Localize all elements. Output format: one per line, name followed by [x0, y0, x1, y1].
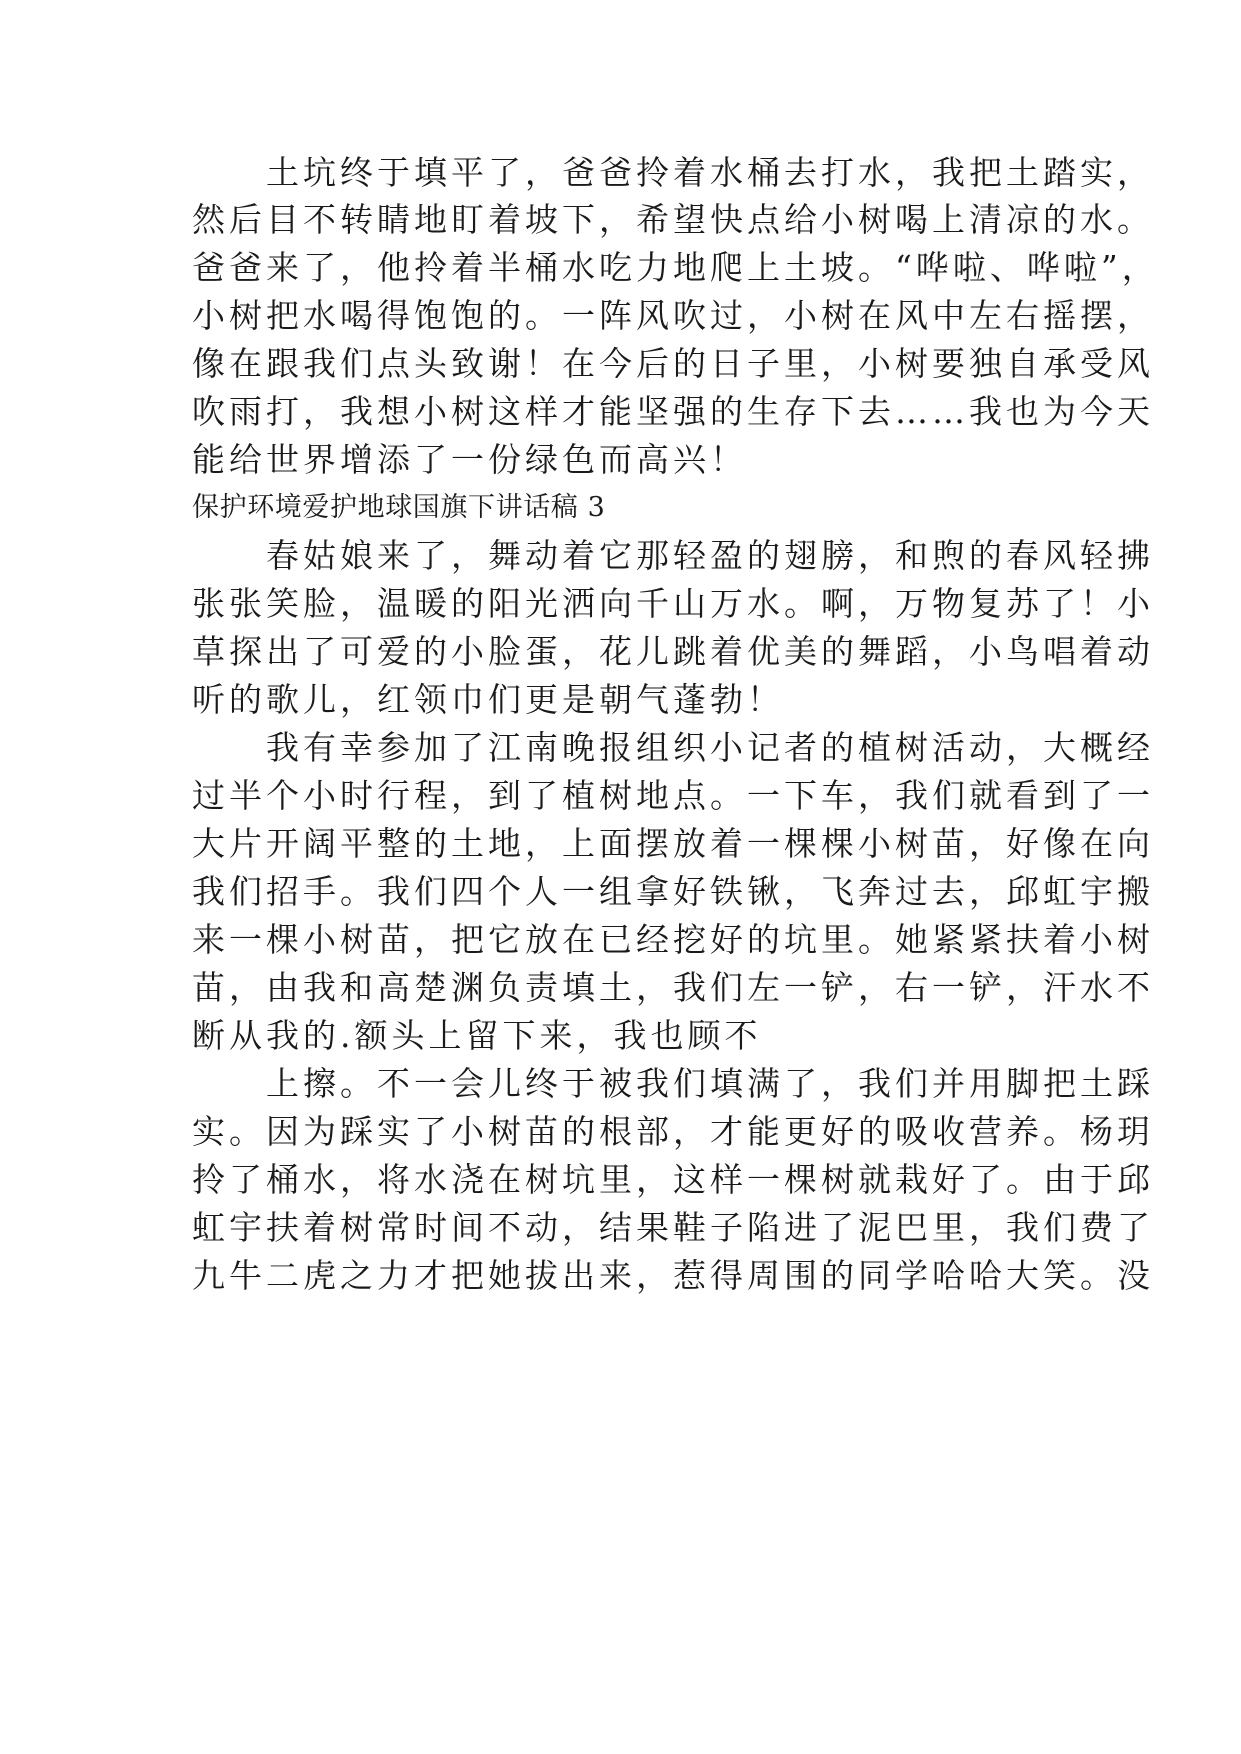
paragraph-line: 实。因为踩实了小树苗的根部，才能更好的吸收营养。杨玥: [192, 1112, 1154, 1151]
paragraph-line: 过半个小时行程，到了植树地点。一下车，我们就看到了一: [192, 776, 1154, 815]
paragraph-line: 我们招手。我们四个人一组拿好铁锹，飞奔过去，邱虹宇搬: [192, 872, 1154, 911]
paragraph-line: 拎了桶水，将水浇在树坑里，这样一棵树就栽好了。由于邱: [192, 1160, 1154, 1199]
paragraph-line: 听的歌儿，红领巾们更是朝气蓬勃！: [192, 680, 784, 719]
paragraph-line: 九牛二虎之力才把她拔出来，惹得周围的同学哈哈大笑。没: [192, 1256, 1154, 1295]
paragraph-line: 小树把水喝得饱饱的。一阵风吹过，小树在风中左右摇摆，: [192, 296, 1154, 335]
paragraph-line: 来一棵小树苗，把它放在已经挖好的坑里。她紧紧扶着小树: [192, 920, 1154, 959]
paragraph-line: 能给世界增添了一份绿色而高兴！: [192, 440, 747, 479]
paragraph-line: 土坑终于填平了，爸爸拎着水桶去打水，我把土踏实，: [192, 153, 1154, 192]
paragraph-line: 我有幸参加了江南晚报组织小记者的植树活动，大概经: [192, 728, 1154, 767]
paragraph-line: 然后目不转睛地盯着坡下，希望快点给小树喝上清凉的水。: [192, 200, 1154, 239]
paragraph-line: 像在跟我们点头致谢！在今后的日子里，小树要独自承受风: [192, 344, 1154, 383]
paragraph-line: 爸爸来了，他拎着半桶水吃力地爬上土坡。“哗啦、哗啦”，: [192, 248, 1159, 287]
paragraph-line: 春姑娘来了，舞动着它那轻盈的翅膀，和煦的春风轻拂: [192, 536, 1154, 575]
section-heading: 保护环境爱护地球国旗下讲话稿 3: [192, 492, 606, 523]
paragraph-line: 草探出了可爱的小脸蛋，花儿跳着优美的舞蹈，小鸟唱着动: [192, 632, 1154, 671]
paragraph-line: 苗，由我和高楚渊负责填土，我们左一铲，右一铲，汗水不: [192, 968, 1154, 1007]
paragraph-line: 上擦。不一会儿终于被我们填满了，我们并用脚把土踩: [192, 1064, 1154, 1103]
paragraph-line: 张张笑脸，温暖的阳光洒向千山万水。啊，万物复苏了！小: [192, 584, 1154, 623]
paragraph-line: 吹雨打，我想小树这样才能坚强的生存下去……我也为今天: [192, 392, 1154, 431]
paragraph-line: 断从我的.额头上留下来，我也顾不: [192, 1016, 762, 1055]
paragraph-line: 虹宇扶着树常时间不动，结果鞋子陷进了泥巴里，我们费了: [192, 1208, 1154, 1247]
paragraph-line: 大片开阔平整的土地，上面摆放着一棵棵小树苗，好像在向: [192, 824, 1154, 863]
